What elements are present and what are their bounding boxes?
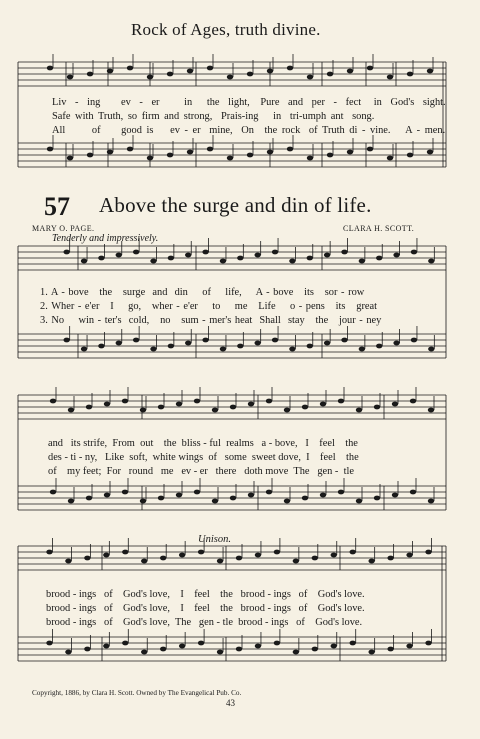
note-head (87, 153, 93, 158)
note-head (237, 344, 243, 349)
note-head (338, 399, 344, 404)
note-head (247, 153, 253, 158)
note-head (425, 641, 431, 646)
note-head (324, 341, 330, 346)
note-head (267, 69, 273, 74)
note-head (158, 496, 164, 501)
note-head (236, 647, 242, 652)
note-head (236, 556, 242, 561)
note-head (212, 408, 218, 413)
note-head (63, 250, 69, 255)
note-head (428, 347, 434, 352)
note-head (428, 408, 434, 413)
note-head (187, 69, 193, 74)
note-head (141, 650, 147, 655)
note-head (307, 256, 313, 261)
note-head (220, 259, 226, 264)
note-head (127, 66, 133, 71)
note-head (50, 490, 56, 495)
note-head (406, 553, 412, 558)
note-head (425, 550, 431, 555)
note-head (255, 644, 261, 649)
note-head (387, 556, 393, 561)
note-head (266, 490, 272, 495)
note-head (86, 405, 92, 410)
note-head (68, 408, 74, 413)
note-head (104, 493, 110, 498)
note-head (356, 499, 362, 504)
system1-verse-1: 1. A - bove the surge and din of life, A - bove its sor - row (40, 287, 365, 298)
note-head (368, 650, 374, 655)
note-head (160, 647, 166, 652)
system1-verse-2: 2. Wher - e'er I go, wher - e'er to me Life o - pens its great (40, 301, 378, 312)
note-head (272, 338, 278, 343)
note-head (411, 250, 417, 255)
note-head (392, 402, 398, 407)
note-head (63, 338, 69, 343)
note-head (133, 338, 139, 343)
note-head (84, 647, 90, 652)
note-head (255, 553, 261, 558)
note-head (160, 556, 166, 561)
note-head (327, 153, 333, 158)
note-head (359, 259, 365, 264)
note-head (98, 256, 104, 261)
note-head (341, 338, 347, 343)
note-head (289, 347, 295, 352)
note-head (289, 259, 295, 264)
note-head (147, 75, 153, 80)
note-head (312, 556, 318, 561)
note-head (331, 553, 337, 558)
note-head (230, 405, 236, 410)
note-head (65, 559, 71, 564)
note-head (198, 641, 204, 646)
note-head (427, 69, 433, 74)
note-head (194, 490, 200, 495)
note-head (367, 147, 373, 152)
note-head (274, 550, 280, 555)
note-head (410, 399, 416, 404)
note-head (356, 408, 362, 413)
note-head (46, 550, 52, 555)
page-number: 43 (226, 698, 235, 708)
note-head (185, 253, 191, 258)
note-head (393, 341, 399, 346)
note-head (302, 496, 308, 501)
note-head (168, 256, 174, 261)
note-head (227, 75, 233, 80)
note-head (194, 399, 200, 404)
note-head (272, 250, 278, 255)
note-head (185, 341, 191, 346)
tempo-marking: Tenderly and impressively. (52, 233, 159, 244)
note-head (307, 75, 313, 80)
note-head (107, 69, 113, 74)
system3-verse-2: brood - ings of God's love, I feel the brood - ings of God's love. (46, 603, 365, 614)
note-head (133, 250, 139, 255)
note-head (116, 341, 122, 346)
system2-verse-2: des - ti - ny, Like soft, white wings of some sweet dove, I feel the (48, 452, 359, 463)
note-head (47, 147, 53, 152)
note-head (312, 647, 318, 652)
prev-hymn-lyric-line-1: Liv - ing ev - er in the light, Pure and per - fect in God's sight. (52, 97, 446, 108)
note-head (122, 490, 128, 495)
note-head (367, 66, 373, 71)
note-head (84, 556, 90, 561)
note-head (81, 347, 87, 352)
note-head (141, 559, 147, 564)
system2-verse-3: of my feet; For round me ev - er there doth move The gen - tle (48, 466, 354, 477)
system3-verse-1: brood - ings of God's love, I feel the brood - ings of God's love. (46, 589, 365, 600)
note-head (350, 550, 356, 555)
note-head (254, 341, 260, 346)
unison-label: Unison. (198, 534, 231, 545)
note-head (47, 66, 53, 71)
note-head (341, 250, 347, 255)
note-head (212, 499, 218, 504)
hymn-number: 57 (44, 192, 70, 221)
note-head (140, 408, 146, 413)
note-head (387, 75, 393, 80)
note-head (376, 344, 382, 349)
note-head (320, 402, 326, 407)
note-head (327, 72, 333, 77)
note-head (67, 75, 73, 80)
note-head (392, 493, 398, 498)
note-head (387, 647, 393, 652)
note-head (122, 399, 128, 404)
note-head (247, 72, 253, 77)
note-head (302, 405, 308, 410)
note-head (198, 550, 204, 555)
note-head (266, 399, 272, 404)
note-head (376, 256, 382, 261)
note-head (187, 150, 193, 155)
note-head (65, 650, 71, 655)
hymn-composer: CLARA H. SCOTT. (343, 224, 415, 233)
prev-hymn-lyric-line-3: All of good is ev - er mine, On the rock of Truth di - vine. A - men. (52, 125, 446, 136)
note-head (406, 644, 412, 649)
note-head (267, 150, 273, 155)
note-head (158, 405, 164, 410)
note-head (428, 259, 434, 264)
note-head (87, 72, 93, 77)
system2-verse-1: and its strife, From out the bliss - ful realms a - bove, I feel the (48, 438, 358, 449)
note-head (248, 493, 254, 498)
note-head (86, 496, 92, 501)
note-head (81, 259, 87, 264)
hymn-title: Above the surge and din of life. (99, 193, 372, 217)
note-head (46, 641, 52, 646)
note-head (287, 147, 293, 152)
note-head (168, 344, 174, 349)
system1-verse-3: 3. No win - ter's cold, no sum - mer's heat Shall stay the jour - ney (40, 315, 382, 326)
note-head (307, 156, 313, 161)
note-head (324, 253, 330, 258)
note-head (150, 347, 156, 352)
note-head (350, 641, 356, 646)
hymn-author: MARY O. PAGE. (32, 224, 95, 233)
note-head (202, 250, 208, 255)
note-head (122, 641, 128, 646)
note-head (227, 156, 233, 161)
note-head (167, 72, 173, 77)
note-head (98, 344, 104, 349)
note-head (338, 490, 344, 495)
copyright-notice: Copyright, 1886, by Clara H. Scott. Owned by The Evangelical Pub. Co. (32, 689, 242, 697)
note-head (176, 402, 182, 407)
note-head (103, 644, 109, 649)
note-head (331, 644, 337, 649)
note-head (284, 408, 290, 413)
note-head (368, 559, 374, 564)
note-head (293, 559, 299, 564)
note-head (107, 150, 113, 155)
note-head (104, 402, 110, 407)
note-head (359, 347, 365, 352)
note-head (307, 344, 313, 349)
prev-hymn-lyric-line-2: Safe with Truth, so firm and strong, Prais-ing in tri-umph ant song. (52, 111, 375, 122)
note-head (393, 253, 399, 258)
note-head (411, 338, 417, 343)
note-head (67, 156, 73, 161)
note-head (428, 499, 434, 504)
note-head (179, 553, 185, 558)
note-head (347, 69, 353, 74)
note-head (248, 402, 254, 407)
note-head (274, 641, 280, 646)
note-head (103, 553, 109, 558)
note-head (127, 147, 133, 152)
note-head (167, 153, 173, 158)
note-head (140, 499, 146, 504)
note-head (202, 338, 208, 343)
note-head (217, 559, 223, 564)
note-head (374, 405, 380, 410)
note-head (122, 550, 128, 555)
note-head (407, 72, 413, 77)
note-head (284, 499, 290, 504)
note-head (147, 156, 153, 161)
note-head (293, 650, 299, 655)
note-head (217, 650, 223, 655)
note-head (176, 493, 182, 498)
note-head (220, 347, 226, 352)
system3-verse-3: brood - ings of God's love, The gen - tle brood - ings of God's love. (46, 617, 363, 628)
note-head (320, 493, 326, 498)
note-head (374, 496, 380, 501)
prev-hymn-title: Rock of Ages, truth divine. (131, 20, 321, 39)
note-head (179, 644, 185, 649)
note-head (287, 66, 293, 71)
note-head (410, 490, 416, 495)
note-head (116, 253, 122, 258)
note-head (230, 496, 236, 501)
note-head (50, 399, 56, 404)
note-head (207, 66, 213, 71)
note-head (237, 256, 243, 261)
note-head (347, 150, 353, 155)
note-head (207, 147, 213, 152)
note-head (68, 499, 74, 504)
note-head (407, 153, 413, 158)
note-head (427, 150, 433, 155)
note-head (387, 156, 393, 161)
note-head (254, 253, 260, 258)
note-head (150, 259, 156, 264)
